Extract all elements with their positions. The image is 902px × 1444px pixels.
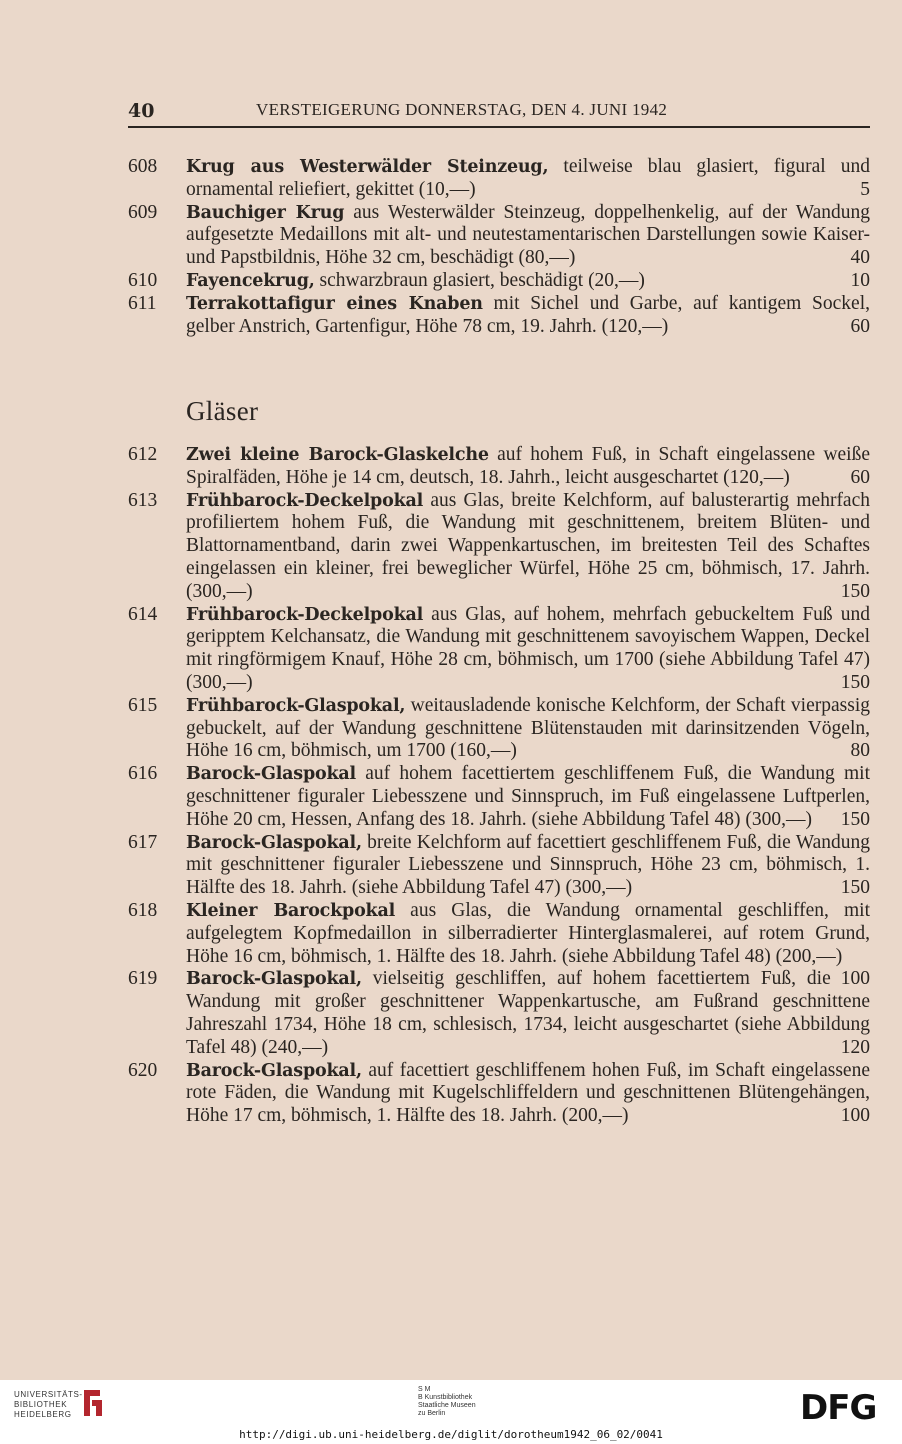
lot-price: 150 (840, 580, 870, 602)
lot-title: Bauchiger Krug (186, 202, 345, 223)
university-library-name (14, 1390, 83, 1420)
lot-price: 60 (850, 466, 870, 488)
lot-title: Barock-Glaspokal, (186, 969, 362, 990)
lot-number: 620 (128, 1059, 158, 1081)
lot-price: 120 (840, 1036, 870, 1058)
lot-price: 10 (850, 269, 870, 291)
lot-details: schwarzbraun glasiert, beschädigt (20,—) (314, 269, 645, 291)
lot-entry (128, 832, 870, 900)
lot-title: Kleiner Barockpokal (186, 900, 396, 921)
dfg-logo: DFG (800, 1388, 877, 1428)
lot-details: teilweise blau glasiert, figural und ornamental reliefiert, gekittet (10,—) (186, 156, 870, 200)
university-line: BIBLIOTHEK (14, 1400, 68, 1409)
section-heading-glaeser: Gläser (186, 396, 259, 426)
lot-price: 80 (850, 740, 870, 762)
lot-list-glass (128, 444, 870, 1128)
lot-number: 619 (128, 968, 158, 990)
lot-details: aus Glas, die Wandung ornamental geschliffen, mit aufgelegtem Kopfmedaillon in silberradierter Hinterglasmalerei, auf rotem Grund, Höhe 16 cm, böhmisch, 1. Hälfte des 18. Jahrh. (siehe Abbildung Tafel 48) (200,—) (186, 899, 870, 967)
lot-title: Fayencekrug, (186, 270, 315, 291)
lot-description (186, 604, 870, 695)
digitization-footer (0, 1380, 902, 1444)
lot-description (186, 444, 870, 490)
lot-entry (128, 156, 870, 202)
lot-price: 150 (840, 808, 870, 830)
lot-entry (128, 202, 870, 270)
university-logo-icon (80, 1388, 106, 1418)
university-line: UNIVERSITÄTS- (14, 1390, 83, 1399)
lot-title: Barock-Glaspokal (186, 764, 356, 785)
lot-number: 612 (128, 444, 158, 465)
lot-number: 618 (128, 899, 158, 921)
lot-details: auf facettiert geschliffenem hohen Fuß, im Schaft eingelassene rote Fäden, die Wandung mit Kugelschliffeldern und geschnittenen Blütengehängen, Höhe 17 cm, böhmisch, 1. Hälfte des 18. Jahrh. (200,—) (186, 1059, 870, 1127)
lot-details: aus Westerwälder Steinzeug, doppelhenkelig, auf der Wandung aufgesetzte Medaillons mit alt- und neutestamentarischen Darstellungen sowie Kaiser- und Papstbildnis, Höhe 32 cm, beschädigt (80,—) (186, 201, 871, 269)
lot-description (186, 763, 870, 831)
lot-title: Terrakottafigur eines Knaben (186, 293, 483, 314)
lot-entry (128, 444, 870, 490)
lot-description (186, 156, 870, 202)
lot-description (186, 968, 870, 1059)
lot-description (186, 270, 870, 293)
lot-description (186, 490, 870, 604)
lot-entry (128, 604, 870, 695)
lot-price: 40 (850, 247, 870, 269)
lot-number: 608 (128, 156, 158, 177)
lot-number: 616 (128, 763, 158, 785)
credit-line: S M (418, 1386, 431, 1393)
lot-entry (128, 293, 870, 339)
lot-price: 150 (840, 877, 870, 899)
lot-price: 60 (850, 315, 870, 337)
lot-description (186, 832, 870, 900)
lot-number: 614 (128, 603, 158, 625)
lot-title: Barock-Glaspokal, (186, 1060, 362, 1081)
credit-line: zu Berlin (418, 1410, 446, 1417)
lot-entry (128, 1060, 870, 1128)
lot-description (186, 202, 870, 270)
lot-price: 5 (860, 178, 870, 200)
lot-details: weitausladende konische Kelchform, der Schaft vierpassig gebuckelt, auf der Wandung geschnittene Blütenstauden mit darinsitzenden Vögeln, Höhe 16 cm, böhmisch, um 1700 (160,—) (186, 694, 870, 762)
lot-number: 617 (128, 831, 158, 853)
lot-title: Frühbarock-Deckelpokal (186, 490, 424, 511)
lot-entry (128, 270, 870, 293)
permalink-url[interactable]: http://digi.ub.uni-heidelberg.de/diglit/dorotheum1942_06_02/0041 (239, 1428, 663, 1441)
lot-entry (128, 763, 870, 831)
lot-details: mit Sichel und Garbe, auf kantigem Sockel, gelber Anstrich, Gartenfigur, Höhe 78 cm, 19. Jahrh. (120,—) (186, 292, 870, 337)
lot-details: vielseitig geschliffen, auf hohem facettiertem Fuß, die Wandung mit großer geschnittener Wappenkartusche, am Fußrand geschnittene Jahreszahl 1734, Höhe 18 cm, schlesisch, 1734, leicht ausgeschartet (siehe Abbildung Tafel 48) (240,—) (186, 968, 870, 1058)
lot-price: 100 (840, 1105, 870, 1127)
lot-details: aus Glas, breite Kelchform, auf balusterartig mehrfach profiliertem hohem Fuß, die Wandung mit geschnittenem, breitem Blüten- und Blattornamentband, darin zwei Wappenkartuschen, im breitesten Teil des Schaftes eingelassen ein kleiner, frei beweglicher Würfel, Höhe 25 cm, böhmisch, 17. Jahrh. (300,—) (186, 489, 870, 602)
lot-number: 609 (128, 201, 158, 223)
lot-list-ceramics (128, 156, 870, 338)
lot-description (186, 695, 870, 763)
lot-number: 615 (128, 694, 158, 716)
lot-details: breite Kelchform auf facettiert geschliffenem Fuß, die Wandung mit geschnittener figuraler Liebesszene und Sinnspruch, Höhe 23 cm, böhmisch, 1. Hälfte des 18. Jahrh. (siehe Abbildung Tafel 47) (300,—) (186, 831, 870, 899)
lot-description (186, 293, 870, 339)
running-title: VERSTEIGERUNG DONNERSTAG, DEN 4. JUNI 1942 (256, 100, 668, 119)
lot-description (186, 1060, 870, 1128)
lot-title: Zwei kleine Barock-Glaskelche (186, 445, 489, 465)
credit-line: B Kunstbibliothek (418, 1394, 473, 1401)
lot-title: Frühbarock-Glaspokal, (186, 695, 406, 716)
lot-number: 610 (128, 269, 158, 291)
lot-number: 613 (128, 489, 158, 511)
page-header (128, 96, 870, 128)
lot-entry (128, 695, 870, 763)
lot-entry (128, 490, 870, 604)
lot-details: auf hohem facettiertem geschliffenem Fuß, die Wandung mit geschnittener figuraler Liebesszene und Sinnspruch, im Fuß eingelassene Luftperlen, Höhe 20 cm, Hessen, Anfang des 18. Jahrh. (siehe Abbildung Tafel 48) (300,—) (186, 763, 870, 830)
lot-number: 611 (128, 292, 157, 314)
lot-title: Krug aus Westerwälder Steinzeug, (186, 157, 549, 177)
credit-line: Staatliche Museen (418, 1402, 476, 1409)
lot-price: 150 (840, 671, 870, 693)
lot-title: Frühbarock-Deckelpokal (186, 604, 424, 625)
lot-entry (128, 968, 870, 1059)
lot-details: auf hohem Fuß, in Schaft eingelassene weiße Spiralfäden, Höhe je 14 cm, deutsch, 18. Jahrh., leicht ausgeschartet (120,—) (186, 444, 871, 488)
lot-details: aus Glas, auf hohem, mehrfach gebuckeltem Fuß und geripptem Kelchansatz, die Wandung mit geschnittenem savoyischem Wappen, Deckel mit ringförmigem Knauf, Höhe 28 cm, böhmisch, um 1700 (siehe Abbildung Tafel 47) (300,—) (186, 603, 870, 693)
lot-price: 100 (840, 968, 870, 990)
page-number: 40 (128, 100, 155, 122)
lot-title: Barock-Glaspokal, (186, 832, 362, 853)
berlin-museums-credit (418, 1386, 476, 1418)
university-line: HEIDELBERG (14, 1410, 72, 1419)
